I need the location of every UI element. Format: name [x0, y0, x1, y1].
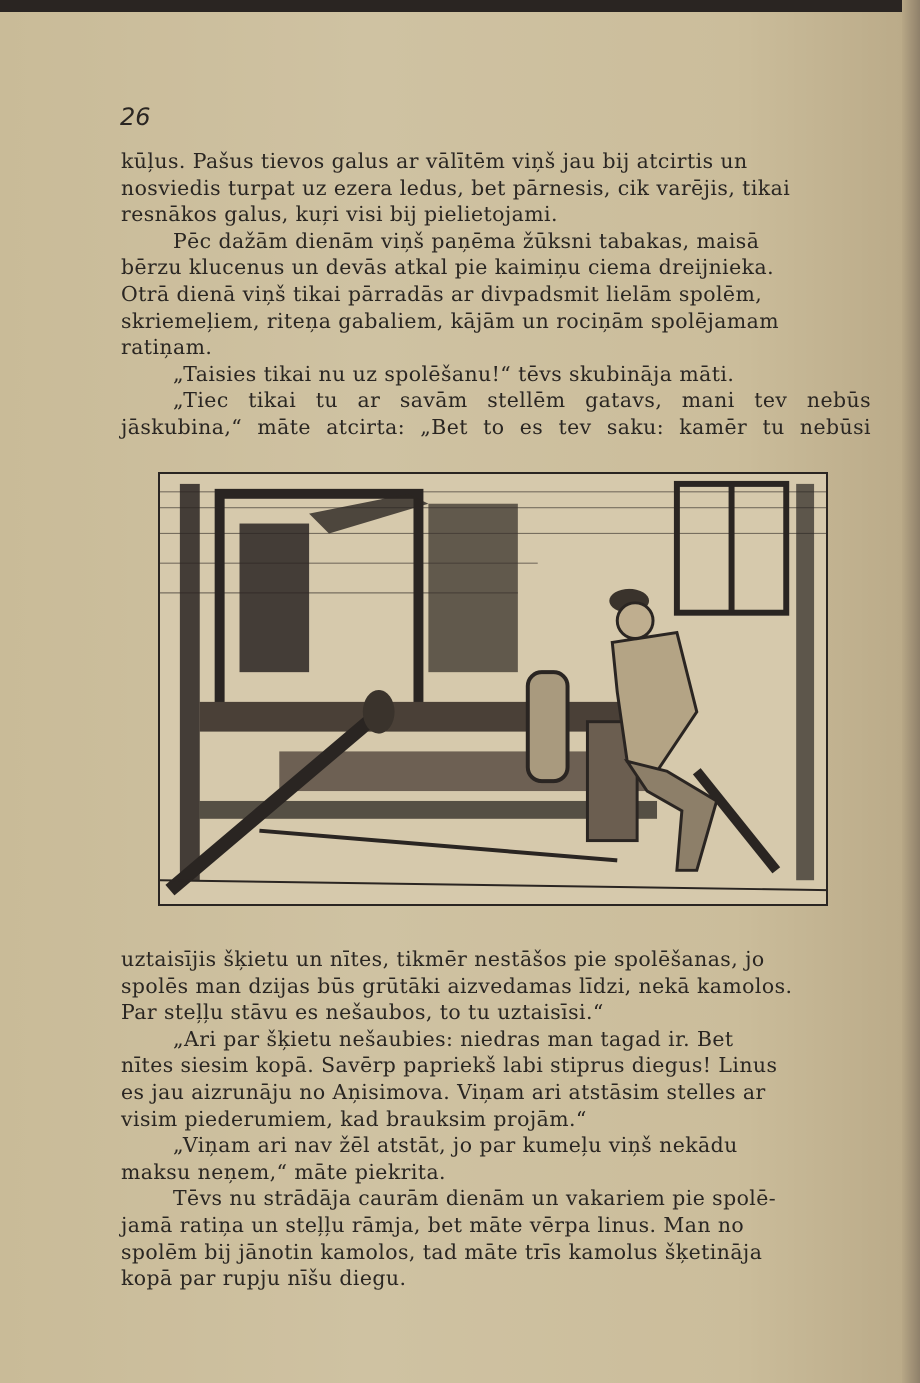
text-line: jāskubina,“ māte atcirta: „Bet to es tev saku: kamēr tu nebūsi: [121, 414, 871, 439]
text-line: „Viņam ari nav žēl atstāt, jo par kumeļu viņš nekādu: [173, 1133, 738, 1158]
text-line: ratiņam.: [121, 335, 213, 360]
text-line: visim piederumiem, kad brauksim projām.“: [121, 1106, 587, 1131]
text-line: es jau aizrunāju no Aņisimova. Viņam ari atstāsim stelles ar: [121, 1079, 766, 1104]
illustration: [158, 472, 828, 906]
text-line: „Ari par šķietu nešaubies: niedras man tagad ir. Bet: [173, 1026, 734, 1051]
paragraph: [121, 1185, 871, 1291]
text-line: kūļus. Pašus tievos galus ar vālītēm viņš jau bij atcirtis un: [121, 149, 748, 173]
paragraph: [121, 228, 871, 361]
text-block-top: [121, 148, 871, 441]
text-line: Pēc dažām dienām viņš paņēma žūksni tabakas, maisā: [173, 228, 760, 253]
paragraph: [121, 1026, 871, 1132]
paragraph: [121, 946, 871, 1026]
page-number: 26: [120, 103, 151, 131]
text-line: kopā par rupju nīšu diegu.: [121, 1266, 407, 1291]
page-gutter-shadow: [902, 0, 920, 1383]
text-line: maksu neņem,“ māte piekrita.: [121, 1159, 446, 1184]
scan-top-edge: [0, 0, 920, 12]
text-line: „Taisies tikai nu uz spolēšanu!“ tēvs skubināja māti.: [173, 361, 735, 386]
weaving-loom-illustration: [160, 474, 826, 904]
text-line: nītes siesim kopā. Savērp papriekš labi stiprus diegus! Linus: [121, 1053, 778, 1078]
text-line: nosviedis turpat uz ezera ledus, bet pārnesis, cik varējis, tikai: [121, 175, 791, 200]
text-block-bottom: [121, 946, 871, 1292]
text-line: bērzu klucenus un devās atkal pie kaimiņu ciema dreijnieka.: [121, 255, 775, 280]
text-line: uztaisījis šķietu un nītes, tikmēr nestāšos pie spolēšanas, jo: [121, 947, 765, 971]
paragraph: [121, 1132, 871, 1185]
text-line: resnākos galus, kuŗi visi bij pielietojami.: [121, 202, 558, 227]
text-line: Tēvs nu strādāja caurām dienām un vakariem pie spolē-: [173, 1186, 777, 1211]
text-line: Par steļļu stāvu es nešaubos, to tu uztaisīsi.“: [121, 1000, 604, 1025]
text-line: jamā ratiņa un steļļu rāmja, bet māte vērpa linus. Man no: [121, 1212, 745, 1237]
paragraph: [121, 387, 871, 440]
text-line: skriemeļiem, riteņa gabaliem, kājām un rociņām spolējamam: [121, 308, 780, 333]
text-line: „Tiec tikai tu ar savām stellēm gatavs, mani tev nebūs: [173, 388, 871, 413]
paragraph: [121, 361, 871, 388]
text-line: spolēm bij jānotin kamolos, tad māte trīs kamolus šķetināja: [121, 1239, 763, 1264]
text-line: Otrā dienā viņš tikai pārradās ar divpadsmit lielām spolēm,: [121, 281, 763, 306]
paragraph: [121, 148, 871, 228]
text-line: spolēs man dzijas būs grūtāki aizvedamas līdzi, nekā kamolos.: [121, 973, 793, 998]
